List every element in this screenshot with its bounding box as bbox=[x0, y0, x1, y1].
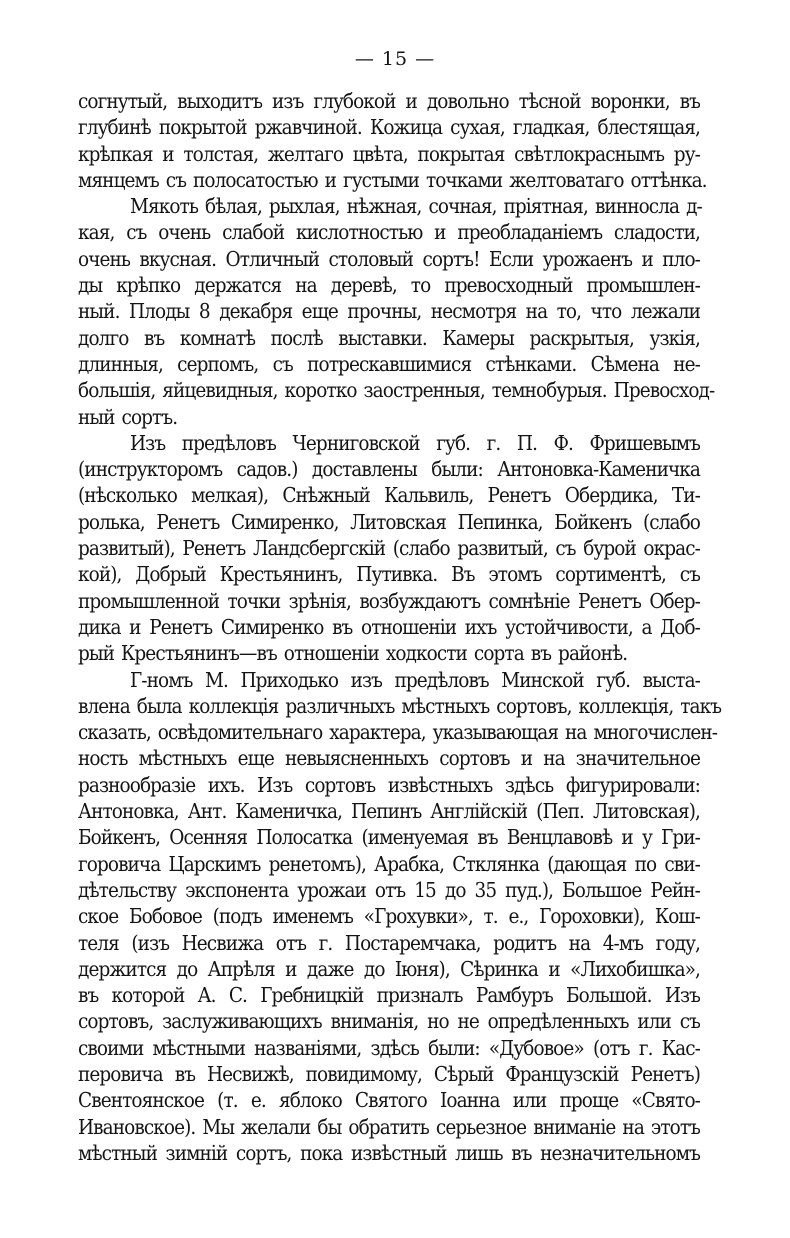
text-line: кой), Добрый Крестьянинъ, Путивка. Въ этомъ сортиментѣ, съ bbox=[78, 562, 700, 587]
text-line: дика и Ренетъ Симиренко въ отношеніи ихъ устойчивости, а Доб- bbox=[78, 614, 700, 639]
text-line: кая, съ очень слабой кислотностью и преобладаніемъ сладости, bbox=[78, 220, 700, 245]
text-line: держится до Апрѣля и даже до Іюня), Сѣринка и «Лихобишка», bbox=[78, 956, 700, 981]
text-line: ный. Плоды 8 декабря еще прочны, несмотря на то, что лежали bbox=[78, 299, 700, 324]
text-line: сказать, освѣдомительнаго характера, указывающая на многочислен- bbox=[78, 720, 718, 745]
text-line: большія, яйцевидныя, коротко заостренныя, темнобурыя. Превосход- bbox=[78, 378, 715, 403]
text-line: рый Крестьянинъ—въ отношеніи ходкости сорта въ районѣ. bbox=[78, 641, 628, 666]
text-line: Мякоть бѣлая, рыхлая, нѣжная, сочная, пріятная, винносла д- bbox=[130, 194, 702, 219]
body-text bbox=[78, 88, 722, 1166]
page-number: — 15 — bbox=[354, 48, 436, 70]
text-line: ролька, Ренетъ Симиренко, Литовская Пепинка, Бойкенъ (слабо bbox=[78, 509, 700, 534]
text-line: горовича Царскимъ ренетомъ), Арабка, Стклянка (дающая по сви- bbox=[78, 851, 700, 876]
text-line: (инструкторомъ садов.) доставлены были: Антоновка-Каменичка bbox=[78, 457, 700, 482]
text-line: согнутый, выходитъ изъ глубокой и довольно тѣсной воронки, въ bbox=[78, 89, 700, 113]
text-line: въ которой А. С. Гребницкій призналъ Рамбуръ Большой. Изъ bbox=[78, 983, 700, 1008]
text-line: разнообразіе ихъ. Изъ сортовъ извѣстныхъ здѣсь фигурировали: bbox=[78, 772, 700, 797]
text-line: своими мѣстными названіями, здѣсь были: «Дубовое» (отъ г. Кас- bbox=[78, 1035, 700, 1060]
text-line: Изъ предѣловъ Черниговской губ. г. П. Ф. Фришевымъ bbox=[130, 430, 700, 455]
text-line: развитый), Ренетъ Ландсбергскій (слабо развитый, съ бурой окрас- bbox=[78, 536, 700, 561]
text-line: Свентоянское (т. е. яблоко Святого Іоанна или проще «Свято- bbox=[78, 1088, 700, 1113]
text-line: ный сортъ. bbox=[78, 404, 178, 429]
text-line: теля (изъ Несвижа отъ г. Постаремчака, родитъ на 4-мъ году, bbox=[78, 930, 700, 955]
text-line: ность мѣстныхъ еще невыясненныхъ сортовъ и на значительное bbox=[78, 746, 700, 771]
text-line: перовича въ Несвижѣ, повидимому, Сѣрый Французскій Ренетъ) bbox=[78, 1061, 700, 1086]
text-line: дѣтельству экспонента урожаи отъ 15 до 35 пуд.), Большое Рейн- bbox=[78, 877, 700, 902]
text-line: ды крѣпко держатся на деревѣ, то превосходный промышлен- bbox=[78, 273, 700, 298]
text-line: Ивановское). Мы желали бы обратить серьезное вниманіе на этотъ bbox=[78, 1114, 700, 1139]
text-line: Антоновка, Ант. Каменичка, Пепинъ Англійскій (Пеп. Литовская), bbox=[78, 799, 700, 824]
text-line: глубинѣ покрытой ржавчиной. Кожица сухая, гладкая, блестящая, bbox=[78, 115, 700, 140]
text-line: мѣстный зимній сортъ, пока извѣстный лишь въ незначительномъ bbox=[78, 1140, 700, 1165]
text-line: влена была коллекція различныхъ мѣстныхъ сортовъ, коллекція, такъ bbox=[78, 693, 722, 718]
text-line: крѣпкая и толстая, желтаго цвѣта, покрытая свѣтлокраснымъ ру- bbox=[78, 141, 700, 166]
text-line: сортовъ, заслуживающихъ вниманія, но не опредѣленныхъ или съ bbox=[78, 1009, 700, 1034]
text-line: Г-номъ М. Приходько изъ предѣловъ Минской губ. выста- bbox=[130, 667, 700, 692]
text-line: (нѣсколько мелкая), Снѣжный Кальвиль, Ренетъ Обердика, Ти- bbox=[78, 483, 700, 508]
text-line: мянцемъ съ полосатостью и густыми точками желтоватаго оттѣнка. bbox=[78, 167, 707, 192]
text-line: Бойкенъ, Осенняя Полосатка (именуемая въ Венцлавовѣ и у Гри- bbox=[78, 825, 700, 850]
text-line: промышленной точки зрѣнія, возбуждаютъ сомнѣніе Ренетъ Обер- bbox=[78, 588, 700, 613]
text-line: долго въ комнатѣ послѣ выставки. Камеры раскрытыя, узкія, bbox=[78, 325, 700, 350]
text-line: очень вкусная. Отличный столовый сортъ! Если урожаенъ и пло- bbox=[78, 246, 700, 271]
text-line: ское Бобовое (подъ именемъ «Грохувки», т. е., Гороховки), Кош- bbox=[78, 904, 700, 929]
text-line: длинныя, серпомъ, съ потрескавшимися стѣнками. Сѣмена не- bbox=[78, 351, 700, 376]
